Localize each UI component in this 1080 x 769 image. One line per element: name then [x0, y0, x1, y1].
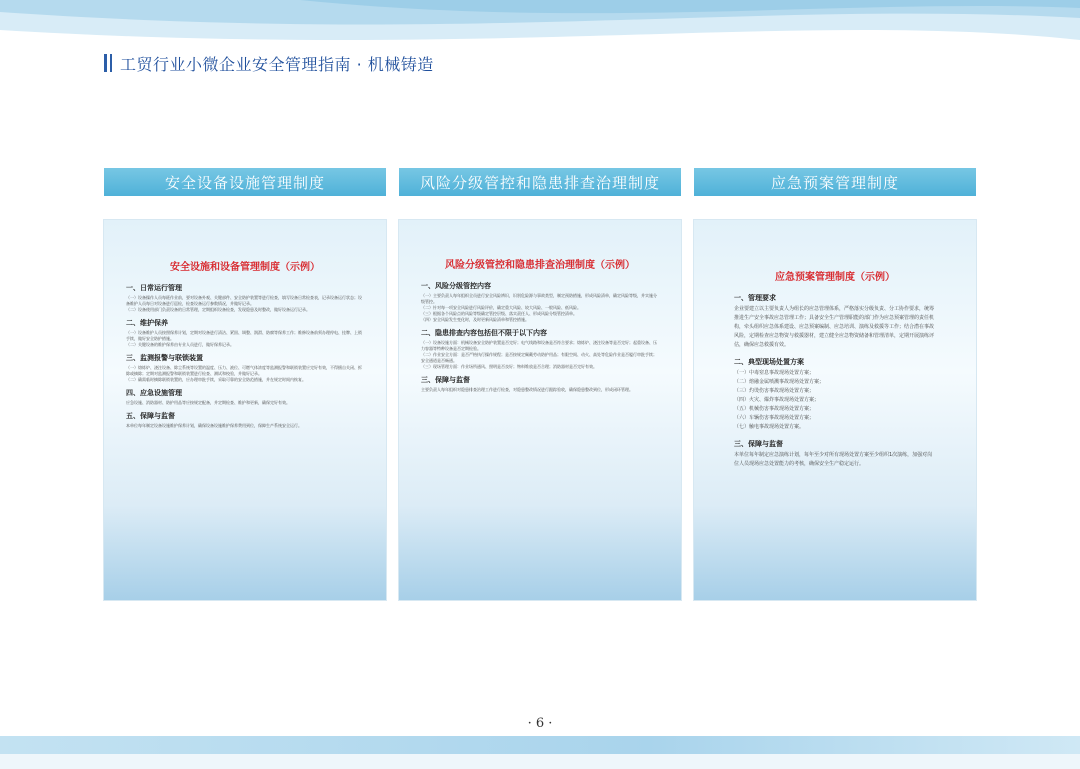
list-item: （四）火灾、爆炸事故现场处置方案；: [734, 397, 820, 403]
panel-title: 风险分级管控和隐患排查治理制度（示例）: [445, 260, 635, 271]
section-paragraph: （一）熔炼炉、浇注设备、除尘系统等设置的温度、压力、液位、可燃气体浓度等监测报警和联锁装置应完好有效，不得擅自关闭、拆除或摘除；定期对监测报警和联锁装置进行检查、测试和校验，并做好记录。: [126, 365, 362, 376]
banner-emergency-plan-management: 应急预案管理制度: [694, 168, 976, 196]
section-paragraph: （二）确需临时摘除联锁装置的，应办理审批手续，采取可靠的安全防范措施，并在规定时间内恢复。: [126, 377, 306, 382]
section-paragraph: （一）主要负责人每年组织全员进行安全风险辨识，识别危险源与事故类型，制定预防措施，形成风险清单，确定风险等级，并实施分级管控。: [421, 293, 657, 304]
footer-band-light: [0, 754, 1080, 769]
section-heading: 一、风险分级管控内容: [421, 282, 491, 290]
document-header: [104, 52, 434, 74]
section-paragraph: 应急设施、消防器材、防护用品等应按规定配备，并定期检查、维护和更新，确保完好有效。: [126, 400, 290, 405]
section-paragraph: （一）设备设施方面：机械设备安全防护装置是否完好；电气线路和设备是否符合要求；熔炼炉、浇注设备等是否完好；起重设备、压力容器等特种设备是否定期检验。: [421, 340, 657, 351]
section-heading: 三、保障与监督: [734, 440, 783, 448]
section-heading: 三、监测报警与联锁装置: [126, 354, 203, 362]
document-panel-risk: [399, 220, 681, 600]
section-heading: 三、保障与监督: [421, 376, 470, 384]
section-heading: 二、维护保养: [126, 319, 168, 327]
section-heading: 四、应急设施管理: [126, 389, 182, 397]
panel-title: 应急预案管理制度（示例）: [775, 272, 895, 283]
section-heading: 二、隐患排查内容包括但不限于以下内容: [421, 329, 547, 337]
header-accent-bar-thin: [110, 54, 112, 72]
section-paragraph: （四）安全风险发生变化时，及时更新风险清单和管控措施。: [421, 317, 529, 322]
page-number: · 6 ·: [527, 716, 553, 731]
list-item: （六）车辆伤害事故现场处置方案；: [734, 415, 815, 421]
list-item: （二）熔融金属喷溅事故现场处置方案；: [734, 379, 825, 385]
list-item: （一）中毒窒息事故现场处置方案；: [734, 370, 815, 376]
section-paragraph: 本单位每年制定应急演练计划，每年至少对所有现场处置方案至少组织1次演练，加强对岗位人员现场应急处置能力的考核，确保安全生产稳定运行。: [734, 452, 933, 467]
section-paragraph: （二）作业安全方面：是否严格执行操作规程；是否按规定佩戴劳动防护用品；有限空间、动火、高处等危险作业是否履行审批手续；安全通道是否畅通。: [421, 352, 657, 363]
section-paragraph: （二）设备使用部门负责设备的日常管理，定期组织设备检查，发现隐患及时整改，做好设备运行记录。: [126, 307, 310, 312]
section-paragraph: （三）现场管理方面：作业场所通风、照明是否良好；物料堆放是否合理；消防器材是否完好有效。: [421, 364, 597, 369]
section-paragraph: （二）关键设备的维护保养由专业人员进行，做好保养记录。: [126, 342, 234, 347]
panel-title: 安全设施和设备管理制度（示例）: [170, 262, 320, 273]
document-title: 工贸行业小微企业安全管理指南 · 机械铸造: [120, 54, 434, 74]
footer-band: [0, 736, 1080, 754]
banner-equipment-management: 安全设备设施管理制度: [104, 168, 386, 196]
document-panel-emergency: [694, 220, 976, 600]
section-heading: 一、日常运行管理: [126, 284, 182, 292]
list-item: （七）触电事故现场处置方案。: [734, 424, 805, 430]
section-paragraph: 本单位每年制定设备设施维护保养计划，确保设备设施维护保养费用到位，保障生产系统安全运行。: [126, 423, 302, 428]
section-paragraph: （三）根据各个风险点的风险等级确定管控层级、落实责任人、形成风险分级管控清单。: [421, 311, 577, 316]
section-heading: 五、保障与监督: [126, 412, 175, 420]
section-heading: 一、管理要求: [734, 294, 776, 302]
banner-risk-hazard-management: 风险分级管控和隐患排查治理制度: [399, 168, 681, 196]
document-panel-equipment: [104, 220, 386, 600]
section-heading: 二、典型现场处置方案: [734, 358, 804, 366]
section-paragraph: 主要负责人每年组织对隐患排查治理工作进行检查，对隐患整改情况进行跟踪验收，确保隐患整改到位，形成闭环管理。: [421, 387, 633, 392]
section-paragraph: （一）设备维护人员按照保养计划，定期对设备进行清洁、紧固、调整、润滑、防腐等保养工作；维修设备前须办理停电、挂牌、上锁手续，做好安全防护措施。: [126, 330, 362, 341]
section-paragraph: （一）设备操作人员每班作业前，要对设备外观、关键部件、安全防护装置等进行检查，填写设备日常检查表，记录设备运行状态；设备维护人员每日对设备进行巡检，检查设备运行参数情况，并做好记录。: [126, 295, 362, 306]
list-item: （五）机械伤害事故现场处置方案；: [734, 406, 815, 412]
header-accent-bar: [104, 54, 107, 72]
list-item: （三）灼烫伤害事故现场处置方案；: [734, 388, 815, 394]
section-paragraph: （二）针对每一项安全风险进行风险评价，确定重大风险、较大风险、一般风险、低风险。: [421, 305, 581, 310]
section-paragraph: 企业要建立以主要负责人为组长的应急管理体系，严格落实分级负责、分工协作要求，统筹推进生产安全事故应急管理工作；具备安全生产管理职能的部门作为应急预案管理的责任机构，牵头组织应急体系建设、应急预案编制、应急培训、演练及救援等工作；结合潜在事故风险，定期检查应急物资与救援器材，建立健全应急物资储备和管理清单，定期开展演练评估，确保应急救援有效。: [734, 306, 935, 348]
